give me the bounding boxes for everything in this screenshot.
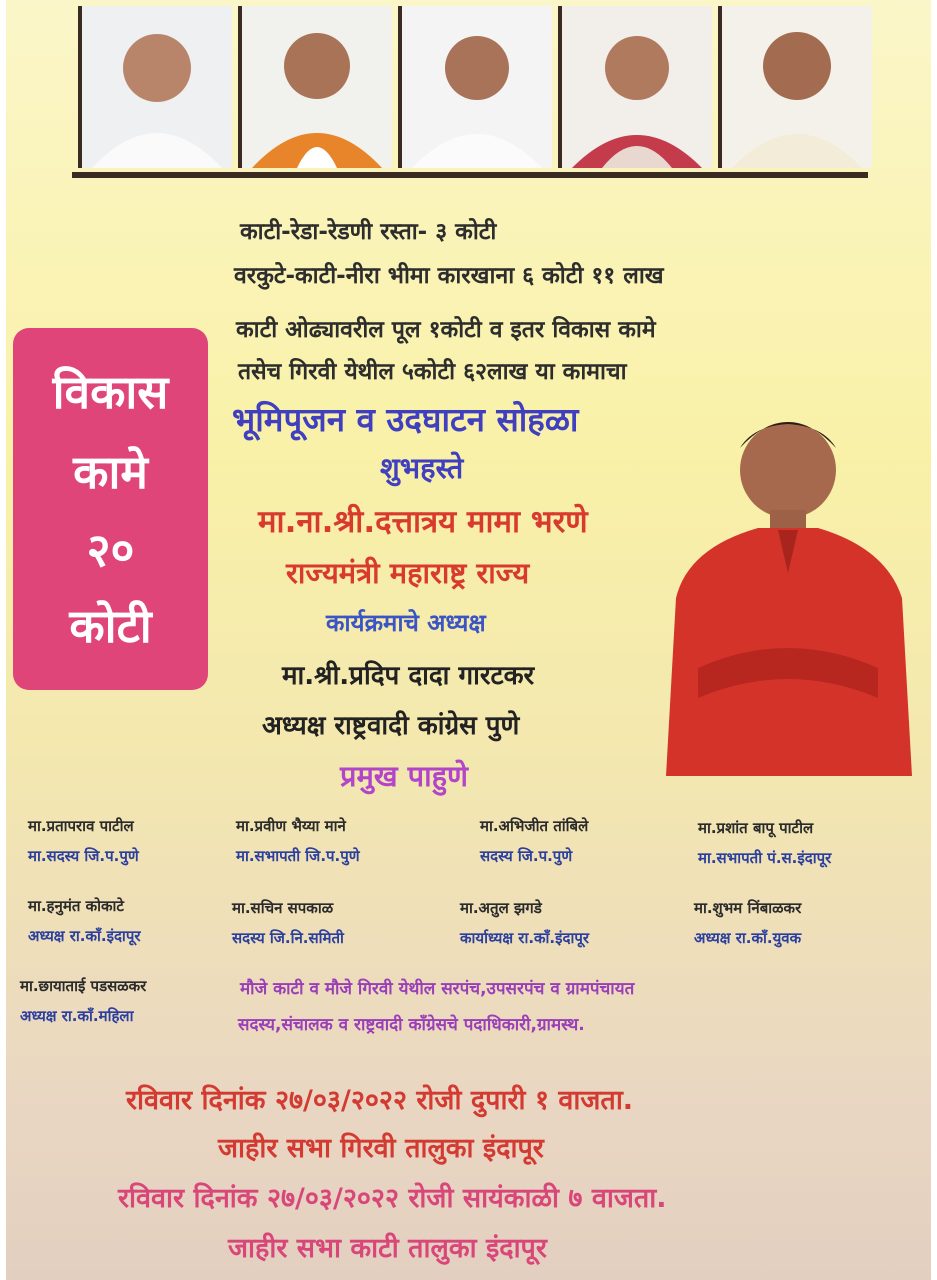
schedule-time: रविवार दिनांक २७/०३/२०२२ रोजी दुपारी १ वाजता. bbox=[126, 1085, 634, 1116]
guest-role: सदस्य जि.नि.समिती bbox=[232, 929, 344, 947]
leader-portrait-icon bbox=[398, 6, 552, 168]
project-line: काटी-रेडा-रेडणी रस्ता- ३ कोटी bbox=[240, 219, 497, 245]
leaders-photo-bar bbox=[72, 0, 868, 178]
invitees-line: सदस्य,संचालक व राष्ट्रवादी काँग्रेसचे पदाधिकारी,ग्रामस्थ. bbox=[238, 1015, 585, 1035]
leader-portrait-icon bbox=[718, 6, 872, 168]
schedule-time: रविवार दिनांक २७/०३/२०२२ रोजी सायंकाळी ७ वाजता. bbox=[118, 1183, 667, 1214]
guest-role: अध्यक्ष रा.काँ.महिला bbox=[20, 1007, 134, 1025]
leader-portrait-icon bbox=[78, 6, 232, 168]
guest-role: मा.सभापती जि.प.पुणे bbox=[236, 847, 360, 865]
president-title: अध्यक्ष राष्ट्रवादी कांग्रेस पुणे bbox=[262, 711, 520, 741]
badge-line: कामे bbox=[73, 445, 148, 499]
guest-name: मा.सचिन सपकाळ bbox=[232, 899, 334, 917]
guest-name: मा.प्रवीण भैय्या माने bbox=[236, 817, 346, 835]
project-line: वरकुटे-काटी-नीरा भीमा कारखाना ६ कोटी ११ लाख bbox=[234, 263, 664, 289]
minister-portrait-icon bbox=[658, 398, 916, 776]
guest-name: मा.हनुमंत कोकाटे bbox=[28, 897, 124, 915]
badge-line: विकास bbox=[52, 365, 169, 419]
president-label: कार्यक्रमाचे अध्यक्ष bbox=[326, 609, 486, 637]
chief-guest-name: मा.ना.श्री.दत्तात्रय मामा भरणे bbox=[258, 504, 588, 540]
president-name: मा.श्री.प्रदिप दादा गारटकर bbox=[282, 661, 535, 691]
guest-role: सदस्य जि.प.पुणे bbox=[480, 847, 573, 865]
guest-role: अध्यक्ष रा.काँ.इंदापूर bbox=[28, 927, 141, 945]
guest-name: मा.छायाताई पडसळकर bbox=[20, 977, 147, 995]
guest-role: कार्याध्यक्ष रा.काँ.इंदापूर bbox=[460, 929, 589, 947]
development-badge bbox=[13, 328, 208, 690]
guest-role: मा.सदस्य जि.प.पुणे bbox=[28, 847, 139, 865]
schedule-venue: जाहीर सभा काटी तालुका इंदापूर bbox=[228, 1233, 547, 1264]
guest-name: मा.प्रतापराव पाटील bbox=[28, 817, 134, 835]
guest-role: अध्यक्ष रा.काँ.युवक bbox=[694, 929, 802, 947]
leader-portrait-icon bbox=[558, 6, 712, 168]
guests-label: प्रमुख पाहुणे bbox=[340, 759, 469, 793]
auspices-label: शुभहस्ते bbox=[380, 451, 464, 485]
guest-name: मा.अतुल झगडे bbox=[460, 899, 542, 917]
guest-role: मा.सभापती पं.स.इंदापूर bbox=[698, 849, 832, 867]
schedule-venue: जाहीर सभा गिरवी तालुका इंदापूर bbox=[218, 1133, 544, 1164]
leader-portrait-icon bbox=[238, 6, 392, 168]
guest-name: मा.शुभम निंबाळकर bbox=[694, 899, 802, 917]
badge-line: २० bbox=[86, 523, 135, 577]
event-title: भूमिपूजन व उदघाटन सोहळा bbox=[232, 400, 579, 439]
guest-name: मा.अभिजीत तांबिले bbox=[480, 817, 589, 835]
invitees-line: मौजे काटी व मौजे गिरवी येथील सरपंच,उपसरपंच व ग्रामपंचायत bbox=[240, 979, 635, 999]
chief-guest-title: राज्यमंत्री महाराष्ट्र राज्य bbox=[286, 556, 530, 590]
guest-name: मा.प्रशांत बापू पाटील bbox=[698, 819, 814, 837]
project-line: काटी ओढ्यावरील पूल १कोटी व इतर विकास कामे bbox=[236, 317, 656, 343]
project-line: तसेच गिरवी येथील ५कोटी ६२लाख या कामाचा bbox=[238, 359, 627, 385]
badge-line: कोटी bbox=[69, 599, 152, 653]
photo-bar-rail bbox=[72, 172, 868, 178]
